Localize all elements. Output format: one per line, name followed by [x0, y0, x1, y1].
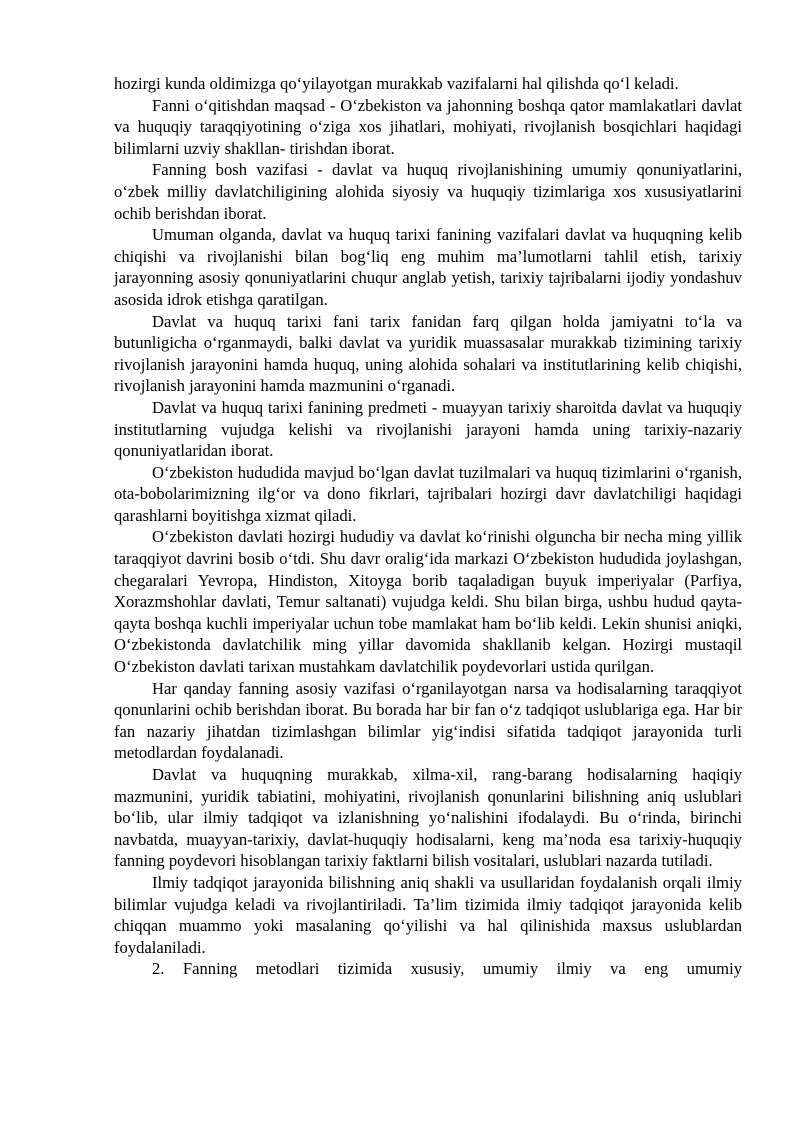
paragraph-section-2: 2. Fanning metodlari tizimida xususiy, umumiy ilmiy va eng umumiy	[152, 959, 742, 979]
paragraph-continuation: hozirgi kunda oldimizga qo‘yilayotgan murakkab vazifalarni hal qilishda qo‘l keladi.	[114, 74, 679, 93]
document-page	[114, 73, 742, 980]
paragraph-history: O‘zbekiston davlati hozirgi hududiy va davlat ko‘rinishi olguncha bir necha ming yillik taraqqiyot davrini bosib o‘tdi. Shu davr oralig‘ida markazi O‘zbekiston hududida joylashgan, chegaralari Yevropa, Hindiston, Xitoyga borib taqaladigan buyuk imperiyalar (Parfiya, Xorazmshohlar davlati, Temur saltanati) vujudga keldi. Shu bilan birga, ushbu hudud qayta-qayta boshqa kuchli imperiyalar uchun tobe mamlakat ham bo‘lib keldi. Lekin shunisi aniqki, O‘zbekistonda davlatchilik ming yillar davomida shakllanib kelgan. Hozirgi mustaqil O‘zbekiston davlati tarixan mustahkam davlatchilik poydevorlari ustida qurilgan.	[114, 527, 742, 677]
paragraph-general-tasks: Umuman olganda, davlat va huquq tarixi fanining vazifalari davlat va huquqning kelib chiqishi va rivojlanishi bilan bog‘liq eng muhim ma’lumotlarni tahlil etish, tarixiy jarayonning asosiy qonuniyatlarini chuqur anglab yetish, tarixiy tajribalarni ijodiy yondashuv asosida idrok etishga qaratilgan.	[114, 225, 742, 309]
paragraph-subject: Davlat va huquq tarixi fanining predmeti - muayyan tarixiy sharoitda davlat va huquqiy institutlarning vujudga kelishi va rivojlanishi jarayoni hamda uning tarixiy-nazariy qonuniyatlaridan iborat.	[114, 397, 742, 461]
paragraph-methods: Davlat va huquqning murakkab, xilma-xil, rang-barang hodisalarning haqiqiy mazmunini, yuridik tabiatini, mohiyatini, rivojlanish qonunlarini bilishning aniq uslublari bo‘lib, ular ilmiy tadqiqot va izlanishning yo‘nalishini ifodalaydi. Bu o‘rinda, birinchi navbatda, muayyan-tarixiy, davlat-huquqiy hodisalarni, keng ma’noda esa tarixiy-huquqiy fanning poydevori hisoblangan tarixiy faktlarni bilish vositalari, uslublari nazarda tutiladi.	[114, 765, 742, 871]
paragraph-study: O‘zbekiston hududida mavjud bo‘lgan davlat tuzilmalari va huquq tizimlarini o‘rganish, ota-bobolarimizning ilg‘or va dono fikrlari, tajribalari hozirgi davr davlatchiligi haqidagi qarashlarni boyitishga xizmat qiladi.	[114, 462, 742, 525]
paragraph-science-task: Har qanday fanning asosiy vazifasi o‘rganilayotgan narsa va hodisalarning taraqqiyot qonunlarini ochib berishdan iborat. Bu borada har bir fan o‘z tadqiqot uslublariga ega. Har bir fan nazariy jihatdan tizimlashgan bilimlar yig‘indisi sifatida tadqiqot jarayonida turli metodlardan foydalanadi.	[114, 678, 742, 763]
paragraph-research: Ilmiy tadqiqot jarayonida bilishning aniq shakli va usullaridan foydalanish orqali ilmiy bilimlar vujudga keladi va rivojlantiriladi. Ta’lim tizimida ilmiy tadqiqot jarayonida kelib chiqqan muammo yoki masalaning qo‘yilishi va hal qilinishida maxsus uslublardan foydalaniladi.	[114, 872, 742, 957]
paragraph-difference: Davlat va huquq tarixi fani tarix fanidan farq qilgan holda jamiyatni to‘la va butunligicha o‘rganmaydi, balki davlat va yuridik muassasalar murakkab tizimining tarixiy rivojlanish jarayonini hamda huquq, uning alohida sohalari va institutlarining kelib chiqishi, rivojlanish jarayonini hamda mazmunini o‘rganadi.	[114, 311, 742, 396]
paragraph-main-task: Fanning bosh vazifasi - davlat va huquq rivojlanishining umumiy qonuniyatlarini, o‘zbek milliy davlatchiligining alohida siyosiy va huquqiy tizimlariga xos xususiyatlarini ochib berishdan iborat.	[114, 160, 742, 223]
paragraph-purpose: Fanni o‘qitishdan maqsad - O‘zbekiston va jahonning boshqa qator mamlakatlari davlat va huquqiy taraqqiyotining o‘ziga xos jihatlari, mohiyati, rivojlanish bosqichlari haqidagi bilimlarni uzviy shakllan- tirishdan iborat.	[114, 95, 742, 158]
